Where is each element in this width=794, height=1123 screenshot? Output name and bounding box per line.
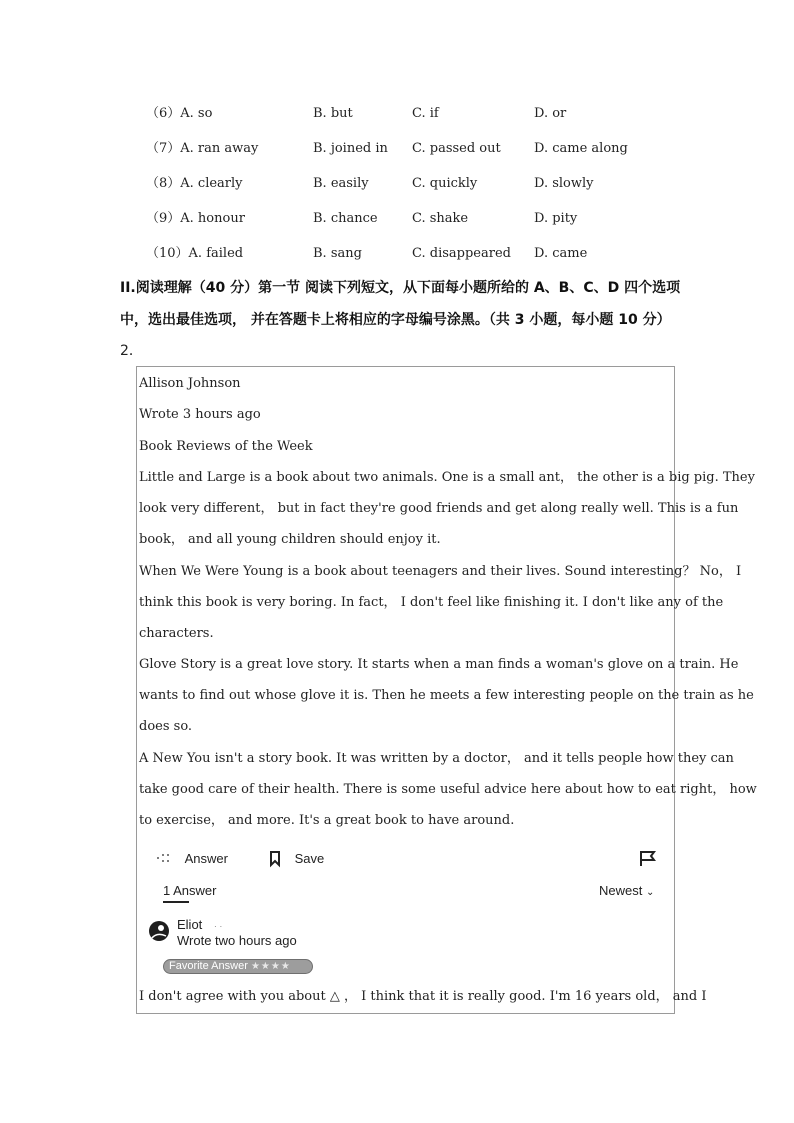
dots-icon: · · [213,921,223,931]
post-line: think this book is very boring. In fact， I don't feel like finishing it. I don't like any of the [139,595,724,610]
post-author: Allison Johnson [139,376,241,391]
answer-button[interactable] [155,851,228,866]
sort-label: Newest [599,883,643,898]
option-a: （7）A. ran away [146,141,259,156]
option-d: D. slowly [534,176,594,191]
save-label: Save [294,851,325,866]
option-a: （9）A. honour [146,211,245,226]
option-d: D. or [534,106,567,121]
favorite-answer-badge [163,959,313,974]
post-line: look very different， but in fact they're good friends and get along really well. This is a fun [139,501,739,516]
save-button[interactable] [269,851,324,866]
tab-underline [163,901,189,903]
post-line: When We Were Young is a book about teenagers and their lives. Sound interesting？ No， I [139,564,742,579]
post-line: book， and all young children should enjoy it. [139,532,441,547]
post-line: characters. [139,626,214,641]
option-b: B. but [313,106,353,121]
flag-icon [639,850,657,867]
option-a: （8）A. clearly [146,176,243,191]
reply-time: Wrote two hours ago [177,933,297,948]
option-row [0,104,794,124]
section-heading-line1: II.阅读理解（40 分）第一节 阅读下列短文，从下面每小题所给的 A、B、C、D 四个选项 [120,280,681,296]
answer-icon [155,851,173,865]
option-c: C. shake [412,211,469,226]
star-icon: ★★★★ [250,961,291,972]
post-line: take good care of their health. There is some useful advice here about how to eat right， how [139,782,757,797]
option-d: D. pity [534,211,578,226]
report-button[interactable] [639,850,657,870]
option-row [0,174,794,194]
question-number: 2． [120,343,143,359]
option-c: C. disappeared [412,246,511,261]
post-time: Wrote 3 hours ago [139,407,261,422]
option-c: C. passed out [412,141,501,156]
chevron-down-icon: ⌄ [645,887,655,898]
answer-count-tab[interactable]: 1 Answer [163,883,217,898]
answer-label: Answer [184,851,228,866]
post-line: wants to find out whose glove it is. Then he meets a few interesting people on the train as he [139,688,754,703]
option-b: B. chance [313,211,378,226]
option-b: B. sang [313,246,362,261]
option-d: D. came along [534,141,628,156]
option-c: C. quickly [412,176,478,191]
post-line: Glove Story is a great love story. It starts when a man finds a woman's glove on a train. He [139,657,739,672]
reply-text: I don't agree with you about △ ， I think that it is really good. I'm 16 years old， and I [139,989,707,1004]
option-row [0,209,794,229]
option-b: B. joined in [313,141,388,156]
post-title: Book Reviews of the Week [139,439,313,454]
reply-author: Eliot · · [177,917,223,932]
sort-dropdown[interactable] [599,883,654,898]
option-row [0,139,794,159]
option-row [0,244,794,264]
post-line: to exercise， and more. It's a great book to have around. [139,813,515,828]
option-b: B. easily [313,176,369,191]
option-c: C. if [412,106,439,121]
bookmark-icon [269,851,281,866]
section-heading-line2: 中，选出最佳选项， 并在答题卡上将相应的字母编号涂黑。（共 3 小题，每小题 10 分） [120,312,671,328]
post-line: A New You isn't a story book. It was written by a doctor， and it tells people how they can [139,751,734,766]
option-a: （10）A. failed [146,246,244,261]
badge-label: Favorite Answer [169,960,248,972]
user-avatar-icon [147,920,171,942]
avatar [147,920,171,946]
option-a: （6）A. so [146,106,213,121]
post-line: does so. [139,719,193,734]
post-line: Little and Large is a book about two animals. One is a small ant， the other is a big pig. They [139,470,755,485]
forum-post-box [136,366,757,1014]
option-d: D. came [534,246,588,261]
